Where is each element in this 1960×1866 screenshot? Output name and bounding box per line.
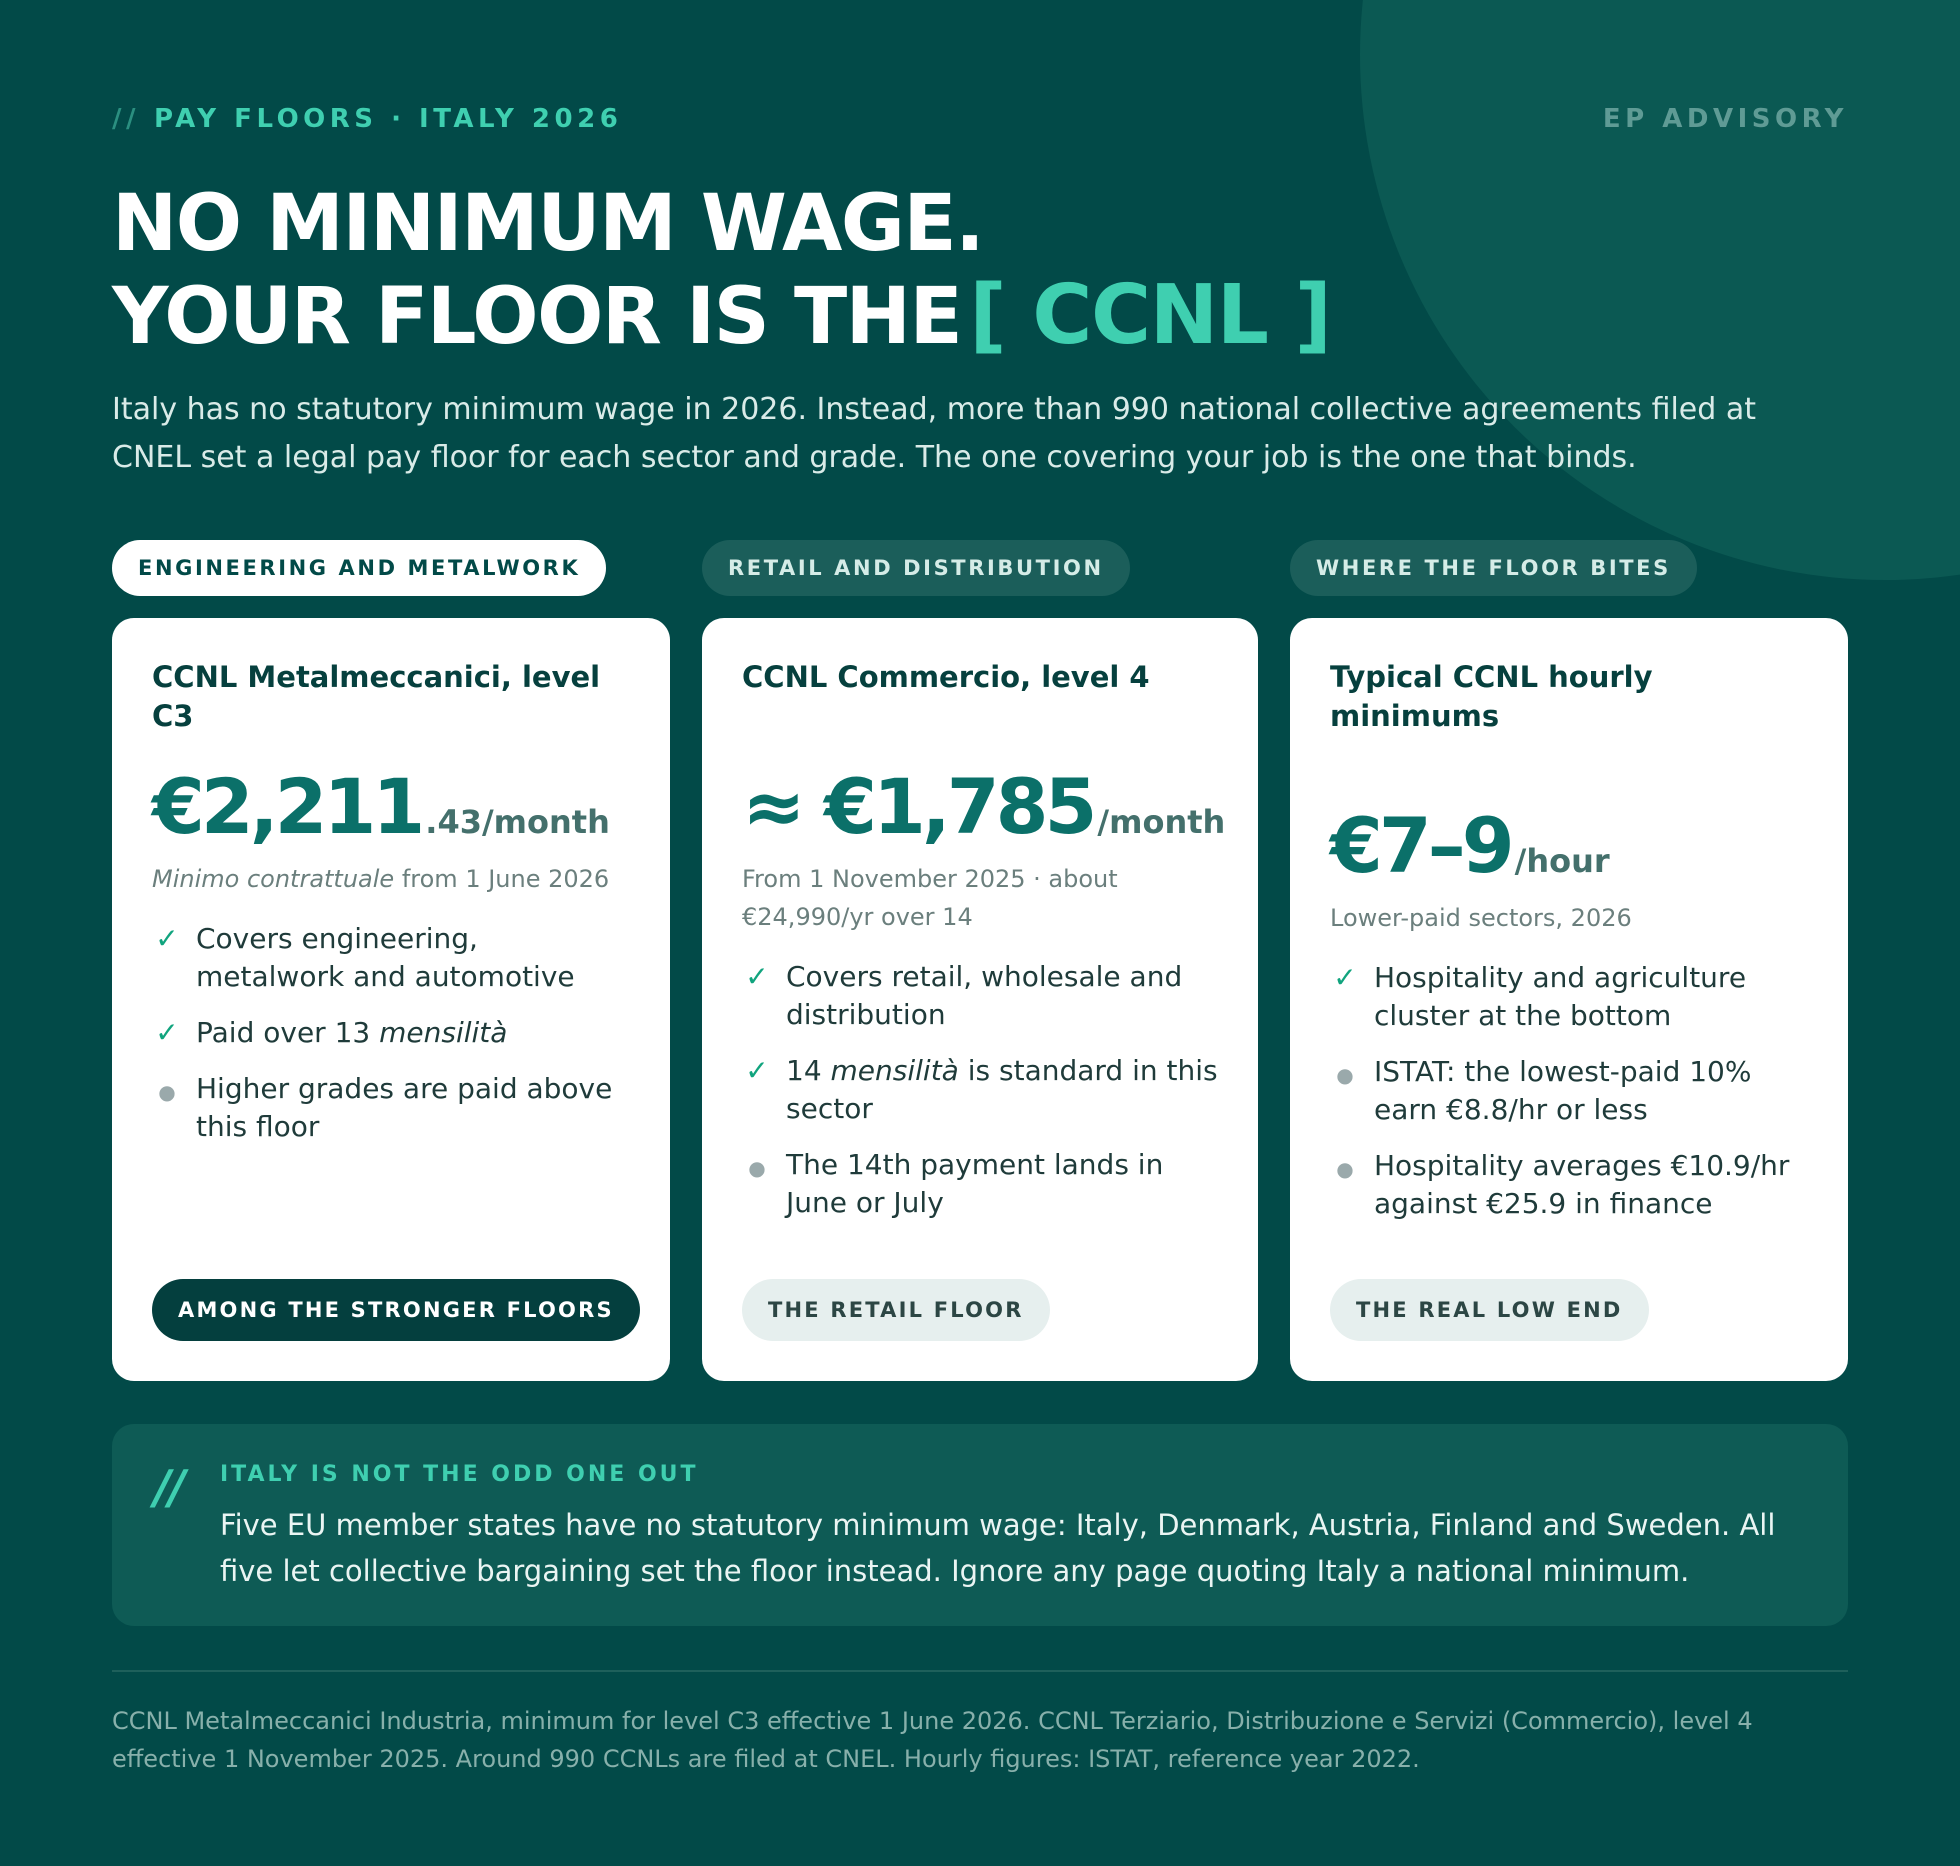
callout-title: ITALY IS NOT THE ODD ONE OUT (220, 1462, 699, 1487)
card-title (152, 658, 630, 736)
card-hourly-minimums (1290, 618, 1848, 1381)
callout-text (220, 1502, 1820, 1594)
list-item (1330, 1147, 1808, 1223)
card-footer-badge: AMONG THE STRONGER FLOORS (152, 1279, 640, 1341)
callout-box (112, 1424, 1848, 1626)
bullet-dot-icon: ● (158, 1080, 176, 1104)
point-italic: mensilità (379, 1016, 508, 1049)
callout-line-2: five let collective bargaining set the floor instead. Ignore any page quoting Italy a national minimum. (220, 1554, 1690, 1588)
headline-line-2-text: YOUR FLOOR IS THE (112, 272, 962, 362)
eyebrow (112, 104, 622, 134)
point-text: Paid over 13 (196, 1016, 380, 1049)
card-title (742, 658, 1218, 697)
intro-paragraph (112, 386, 1872, 482)
card-title (1330, 658, 1808, 736)
tag-floor-bites: WHERE THE FLOOR BITES (1290, 540, 1697, 596)
source-line-2: effective 1 November 2025. Around 990 CCNLs are filed at CNEL. Hourly figures: ISTAT, reference year 2022. (112, 1745, 1420, 1773)
list-item (742, 1146, 1218, 1222)
point-text: Covers engineering, metalwork and automotive (196, 922, 575, 993)
divider (112, 1670, 1848, 1672)
card-subtitle (742, 860, 1218, 936)
point-text: Hospitality and agriculture cluster at the bottom (1374, 961, 1747, 1032)
list-item (152, 920, 630, 996)
list-item (1330, 1053, 1808, 1129)
card-title-line-2: C3 (152, 699, 194, 733)
quote-slashes-icon: // (154, 1460, 184, 1514)
point-text: ISTAT: the lowest-paid 10% earn €8.8/hr or less (1374, 1055, 1752, 1126)
card-figure (742, 762, 1226, 851)
bullet-dot-icon: ● (1336, 1157, 1354, 1181)
card-figure (152, 764, 630, 850)
figure-value: €2,211 (152, 762, 422, 851)
figure-unit: /hour (1514, 842, 1610, 880)
card-footer-badge: THE REAL LOW END (1330, 1279, 1649, 1341)
tag-retail: RETAIL AND DISTRIBUTION (702, 540, 1130, 596)
point-text-after: is standard in this sector (786, 1054, 1218, 1125)
headline-line-2 (112, 270, 1331, 363)
checkmark-icon: ✓ (745, 1054, 769, 1087)
card-metalmeccanici (112, 618, 670, 1381)
bullet-list (152, 920, 630, 1146)
point-text: Higher grades are paid above this floor (196, 1072, 613, 1143)
subtitle-italic: Minimo contrattuale (152, 865, 395, 893)
card-title-line-1: Typical CCNL hourly minimums (1330, 660, 1653, 733)
checkmark-icon: ✓ (1333, 961, 1357, 994)
figure-unit: /month (1097, 803, 1226, 841)
card-title-line-1: CCNL Metalmeccanici, level (152, 660, 601, 694)
figure-value: €7–9 (1330, 801, 1511, 890)
intro-line-1: Italy has no statutory minimum wage in 2026. Instead, more than 990 national collective agreements filed at (112, 392, 1756, 427)
headline (112, 178, 1331, 363)
card-footer-badge: THE RETAIL FLOOR (742, 1279, 1050, 1341)
bullet-list (1330, 959, 1808, 1223)
card-title-line-1: CCNL Commercio, level 4 (742, 660, 1150, 694)
point-text: The 14th payment lands in June or July (786, 1148, 1164, 1219)
intro-line-2: CNEL set a legal pay floor for each sector and grade. The one covering your job is the one that binds. (112, 440, 1637, 475)
checkmark-icon: ✓ (155, 922, 179, 955)
figure-unit: .43/month (425, 803, 610, 841)
bullet-dot-icon: ● (748, 1156, 766, 1180)
infographic (112, 0, 1848, 1866)
list-item (1330, 959, 1808, 1035)
list-item (152, 1070, 630, 1146)
card-subtitle (152, 860, 630, 898)
point-text: Covers retail, wholesale and distribution (786, 960, 1183, 1031)
list-item (742, 1052, 1218, 1128)
subtitle-line-2: €24,990/yr over 14 (742, 903, 973, 931)
brand-name: EP ADVISORY (1602, 104, 1848, 134)
tag-engineering: ENGINEERING AND METALWORK (112, 540, 606, 596)
eyebrow-text: PAY FLOORS · ITALY 2026 (154, 104, 623, 134)
figure-value: ≈ €1,785 (742, 762, 1094, 851)
list-item (742, 958, 1218, 1034)
point-text: Hospitality averages €10.9/hr against €25.9 in finance (1374, 1149, 1790, 1220)
eyebrow-slashes: // (112, 104, 140, 134)
subtitle-line-1: Lower-paid sectors, 2026 (1330, 904, 1632, 932)
list-item (152, 1014, 630, 1052)
source-note (112, 1702, 1872, 1778)
checkmark-icon: ✓ (745, 960, 769, 993)
subtitle-line-1: From 1 November 2025 · about (742, 865, 1118, 893)
headline-line-1: NO MINIMUM WAGE. (112, 179, 984, 269)
source-line-1: CCNL Metalmeccanici Industria, minimum for level C3 effective 1 June 2026. CCNL Terziario, Distribuzione e Servizi (Commercio), level 4 (112, 1707, 1753, 1735)
callout-line-1: Five EU member states have no statutory minimum wage: Italy, Denmark, Austria, Finland and Sweden. All (220, 1508, 1776, 1542)
subtitle-rest: from 1 June 2026 (394, 865, 610, 893)
point-italic: mensilità (830, 1054, 959, 1087)
bullet-dot-icon: ● (1336, 1063, 1354, 1087)
card-figure (1330, 803, 1808, 889)
checkmark-icon: ✓ (155, 1016, 179, 1049)
card-subtitle (1330, 899, 1808, 937)
bullet-list (742, 958, 1218, 1222)
headline-accent: [ CCNL ] (969, 268, 1331, 363)
point-text: 14 (786, 1054, 831, 1087)
card-commercio (702, 618, 1258, 1381)
